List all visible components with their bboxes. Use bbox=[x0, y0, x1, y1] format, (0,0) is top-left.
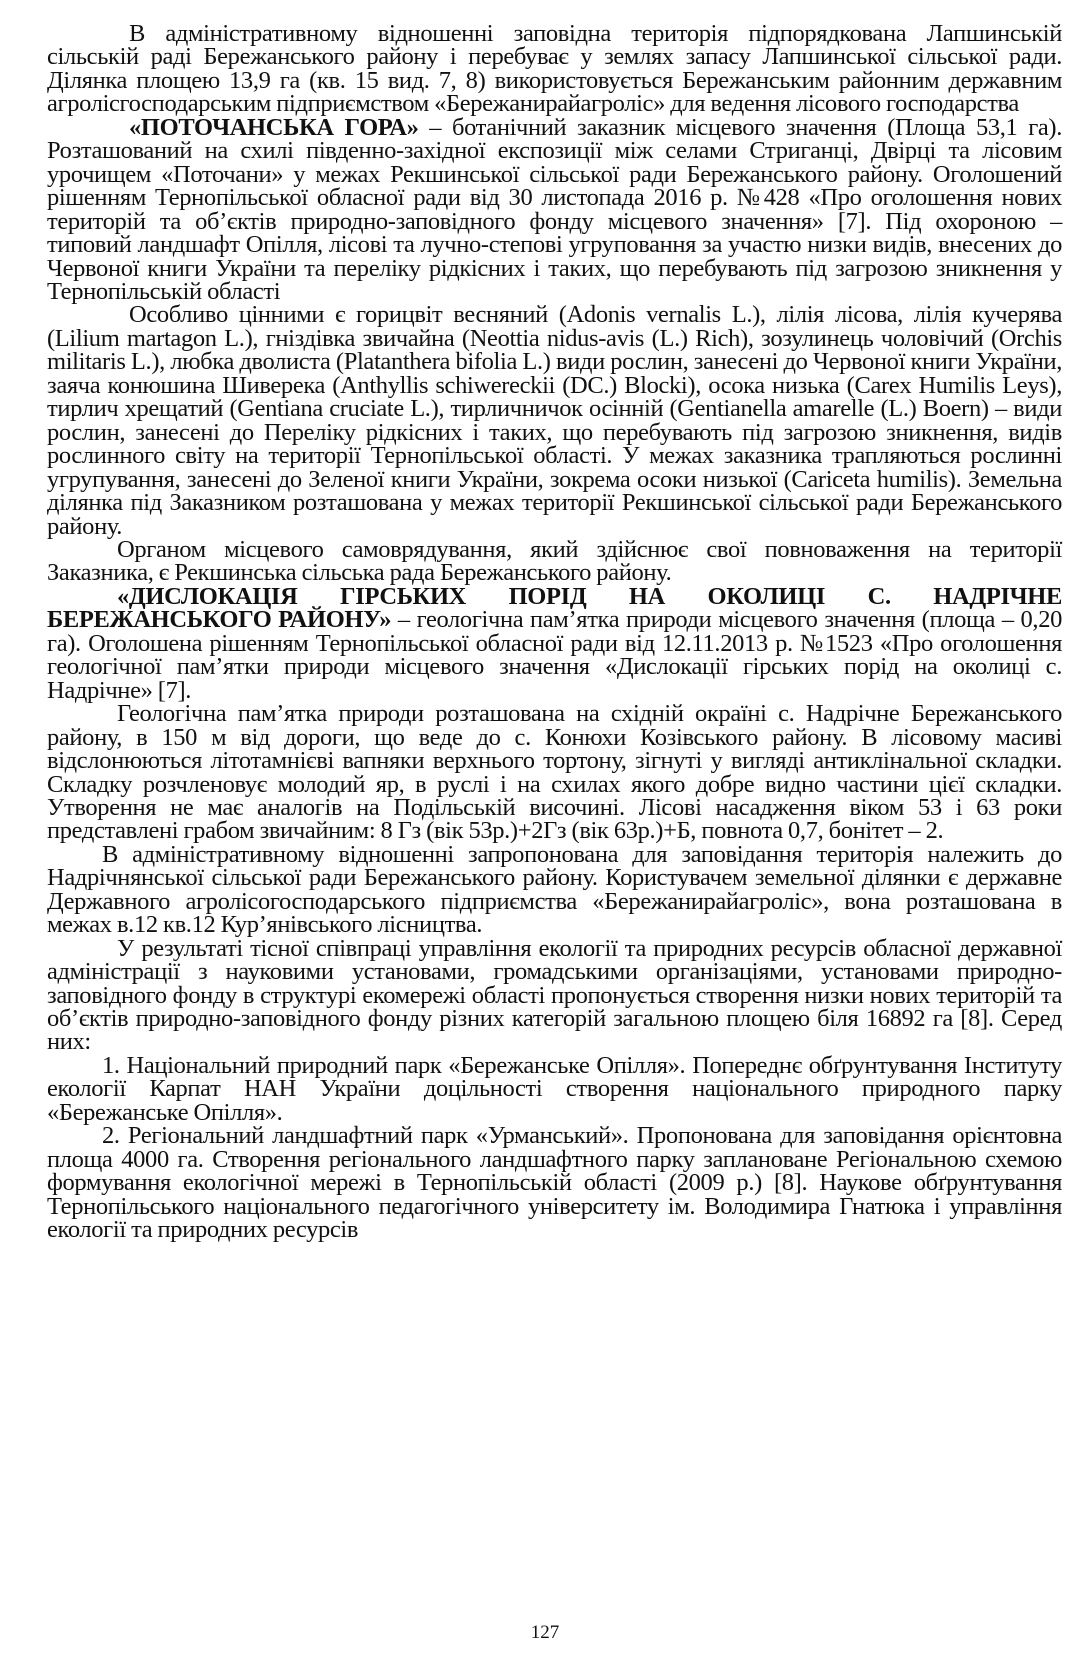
paragraph-cooperation-results: У результаті тісної співпраці управління екології та природних ресурсів обласної державної адміністрації з науковими установами, громадськими організаціями, установами природно-заповідного фонду в структурі екомережі області пропонується створення низки нових територій та об’єктів природно-заповідного фонду різних категорій загальною площею біля 16892 га [8]. Серед них: bbox=[47, 934, 1062, 1056]
paragraph-administrative-nadrichne: В адміністративному відношенні запропонована для заповідання територія належить до Надрічнянської сільської ради Бережанського району. Користувачем земельної ділянки є державне Державного агролісогосподарського підприємства «Бережанирайагроліс», вона розташована в межах в.12 кв.12 Кур’янівського лісництва. bbox=[47, 840, 1062, 939]
paragraph-potochanska-hora bbox=[47, 113, 1062, 305]
document-page bbox=[47, 22, 1062, 1242]
paragraph-geological-monument: Геологічна пам’ятка природи розташована на східній окраїні с. Надрічне Бережанського району, в 150 м від дороги, що веде до с. Конюхи Козівського району. В лісовому масиві відслонюються літотамнієві вапняки верхнього тортону, зігнуті у вигляді антиклінальної складки. Складку розчленовує молодий яр, в руслі і на схилах якого добре видно частини цієї складки. Утворення не має аналогів на Подільській височині. Лісові насадження віком 53 і 63 роки представлені грабом звичайним: 8 Гз (вік 53р.)+2Гз (вік 63р.)+Б, повнота 0,7, бонітет – 2. bbox=[47, 700, 1062, 845]
paragraph-valuable-species: Особливо цінними є горицвіт весняний (Adonis vernalis L.), лілія лісова, лілія кучерява (Lilium martagon L.), гніздівка звичайна (Neottia nidus-avis (L.) Rich), зозулинець чоловічий (Orchis militaris L.), любка дволиста (Platanthera bifolia L.) види рослин, занесені до Червоної книги України, заяча конюшина Шиверека (Anthyllis schiwereckii (DC.) Blocki), осока низька (Carex Humilis Leys), тирлич хрещатий (Gentiana cruciate L.), тирличничок осінній (Gentianella amarelle (L.) Boern) – види рослин, занесені до Переліку рідкісних і таких, що перебувають під загрозою зникнення, видів рослинного світу на території Тернопільської області. У межах заказника трапляються рослинні угрупування, занесені до Зеленої книги України, зокрема осоки низької (Cariceta humilis). Земельна ділянка під Заказником розташована у межах території Рекшинської сільської ради Бережанського району. bbox=[47, 301, 1062, 540]
list-item-regional-park: 2. Регіональний ландшафтний парк «Урманський». Пропонована для заповідання орієнтовна площа 4000 га. Створення регіонального ландшафтного парку заплановане Регіональною схемою формування екологічної мережі в Тернопільській області (2009 р.) [8]. Наукове обґрунтування Тернопільського національного педагогічного університету ім. Володимира Гнатюка і управління екології та природних ресурсів bbox=[47, 1122, 1062, 1244]
paragraph-local-authority: Органом місцевого самоврядування, який здійснює свої повноваження на території Заказника, є Рекшинська сільська рада Бережанського району. bbox=[47, 535, 1062, 587]
paragraph-administrative-lapshyn: В адміністративному відношенні заповідна територія підпорядкована Лапшинській сільській раді Бережанського району і перебуває у землях запасу Лапшинської сільської ради. Ділянка площею 13,9 га (кв. 15 вид. 7, 8) використовується Бережанським районним державним агролісгосподарським підприємством «Бережанирайагроліс» для ведення лісового господарства bbox=[47, 20, 1062, 118]
paragraph-dislocation bbox=[47, 582, 1062, 704]
paragraph-body: – геологічна пам’ятка природи місцевого значення (площа – 0,20 га). Оголошена рішенням Тернопільської обласної ради від 12.11.2013 р. №1523 «Про оголошення геологічної пам’ятки природи місцевого значення «Дислокації гірських порід на околиці с. Надрічне» [7]. bbox=[47, 606, 1062, 704]
list-item-national-park: 1. Національний природний парк «Бережанське Опілля». Попереднє обґрунтування Інституту екології Карпат НАН України доцільності створення національного природного парку «Бережанське Опілля». bbox=[47, 1051, 1062, 1126]
section-title-potochanska-hora: «ПОТОЧАНСЬКА ГОРА» bbox=[129, 113, 419, 141]
paragraph-body: – ботанічний заказник місцевого значення (Площа 53,1 га). Розташований на схилі південно-західної експозиції між селами Стриганці, Двірці та лісовим урочищем «Поточани» у межах Рекшинської сільської ради Бережанського району. Оголошений рішенням Тернопільської обласної ради від 30 листопада 2016 р. №428 «Про оголошення нових територій та об’єктів природно-заповідного фонду місцевого значення» [7]. Під охороною – типовий ландшафт Опілля, лісові та лучно-степові угруповання за участю низки видів, внесених до Червоної книги України та переліку рідкісних і таких, що перебувають під загрозою зникнення у Тернопільській області bbox=[47, 113, 1062, 305]
page-number: 127 bbox=[530, 1622, 560, 1643]
section-title-dislocation: «ДИСЛОКАЦІЯ ГІРСЬКИХ ПОРІД НА ОКОЛИЦІ С. НАДРІЧНЕ БЕРЕЖАНСЬКОГО РАЙОНУ» bbox=[47, 582, 1062, 634]
